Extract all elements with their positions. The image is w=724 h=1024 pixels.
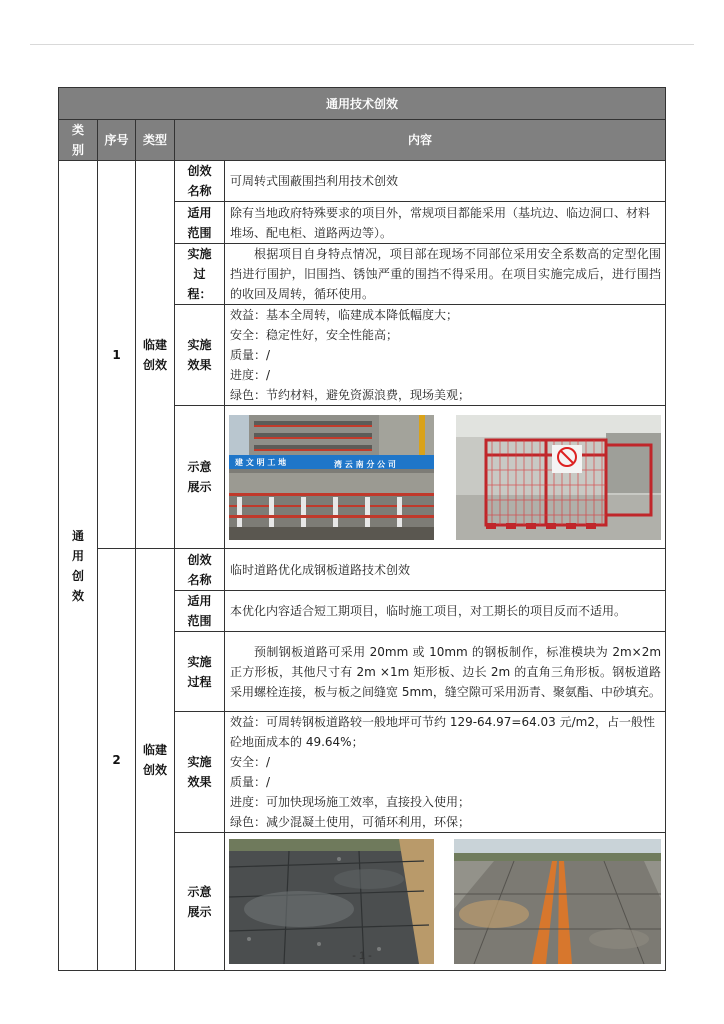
effect-line: 绿色：节约材料，避免资源浪费，现场美观；	[230, 388, 471, 402]
display-images	[225, 406, 666, 549]
effect-line: 安全：稳定性好，安全性能高；	[230, 328, 399, 342]
effect-line: 效益：可周转钢板道路较一般地坪可节约 129-64.97=64.03 元/m2，占一般性砼地面成本的 49.64%；	[230, 715, 655, 749]
process-text: 根据项目自身特点情况，项目部在现场不同部位采用安全系数高的定型化围挡进行围护，旧围挡、锈蚀严重的围挡不得采用。在项目实施完成后，进行围挡的收回及周转，循环使用。	[225, 244, 666, 305]
effect-line: 效益：基本全周转，临建成本降低幅度大；	[230, 308, 459, 322]
effect-label: 实施效果	[175, 305, 225, 406]
item-number: 2	[98, 549, 136, 971]
name-label: 创效名称	[175, 161, 225, 202]
scope-text: 本优化内容适合短工期项目，临时施工项目，对工期长的项目反而不适用。	[225, 591, 666, 632]
scope-label: 适用范围	[175, 591, 225, 632]
effect-line: 质量：/	[230, 775, 271, 789]
innovation-table	[58, 87, 666, 971]
process-label: 实施过程	[175, 632, 225, 712]
item-type: 临建创效	[136, 549, 175, 971]
steel-plate-road-image	[229, 839, 434, 964]
effect-line: 绿色：减少混凝土使用，可循环利用，环保；	[230, 815, 471, 829]
category-cell	[59, 161, 98, 971]
effect-line: 进度：可加快现场施工效率，直接投入使用；	[230, 795, 471, 809]
effect-line: 进度：/	[230, 368, 271, 382]
name-label: 创效名称	[175, 549, 225, 591]
page-number: - 1 -	[352, 950, 372, 962]
innovation-name: 可周转式围蔽围挡利用技术创效	[225, 161, 666, 202]
header-number: 序号	[98, 120, 136, 161]
header-rule	[30, 44, 694, 45]
guardrail-photo	[456, 415, 661, 540]
sign-text: 建 文 明 工 地	[235, 457, 287, 467]
display-label: 示意展示	[175, 833, 225, 971]
header-category: 类别	[59, 120, 98, 161]
plate-road-lane-photo	[454, 839, 661, 964]
building-fence-photo	[229, 415, 434, 540]
process-label: 实施过程：	[175, 244, 225, 305]
header-content: 内容	[175, 120, 666, 161]
category-char: 创	[71, 568, 84, 583]
effect-line: 质量：/	[230, 348, 271, 362]
process-text: 预制钢板道路可采用 20mm 或 10mm 的钢板制作，标准模块为 2m×2m 正方形板，其他尺寸有 2m ×1m 矩形板、边长 2m 的直角三角形板。钢板道路采用螺栓连接，板与板之间缝宽 5mm，缝空隙可采用沥青、聚氨酯、中砂填充。	[225, 632, 666, 712]
effect-label: 实施效果	[175, 712, 225, 833]
display-label: 示意展示	[175, 406, 225, 549]
item-type: 临建创效	[136, 161, 175, 549]
innovation-name: 临时道路优化成钢板道路技术创效	[225, 549, 666, 591]
category-char: 通	[71, 528, 84, 543]
sign-text-2: 湾 云 南 分 公 司	[334, 459, 396, 469]
effect-text	[225, 712, 666, 833]
header-type: 类型	[136, 120, 175, 161]
category-char: 效	[71, 588, 84, 603]
plate-road-lane-image	[454, 839, 661, 964]
scope-text: 除有当地政府特殊要求的项目外，常规项目都能采用（基坑边、临边洞口、材料堆场、配电柜、道路两边等）。	[225, 202, 666, 244]
effect-line: 安全：/	[230, 755, 271, 769]
effect-text	[225, 305, 666, 406]
building-fence-image	[229, 415, 434, 540]
guardrail-image	[456, 415, 661, 540]
scope-label: 适用范围	[175, 202, 225, 244]
steel-plate-road-photo	[229, 839, 434, 964]
item-number: 1	[98, 161, 136, 549]
table-title: 通用技术创效	[59, 88, 666, 120]
category-char: 用	[71, 548, 84, 563]
